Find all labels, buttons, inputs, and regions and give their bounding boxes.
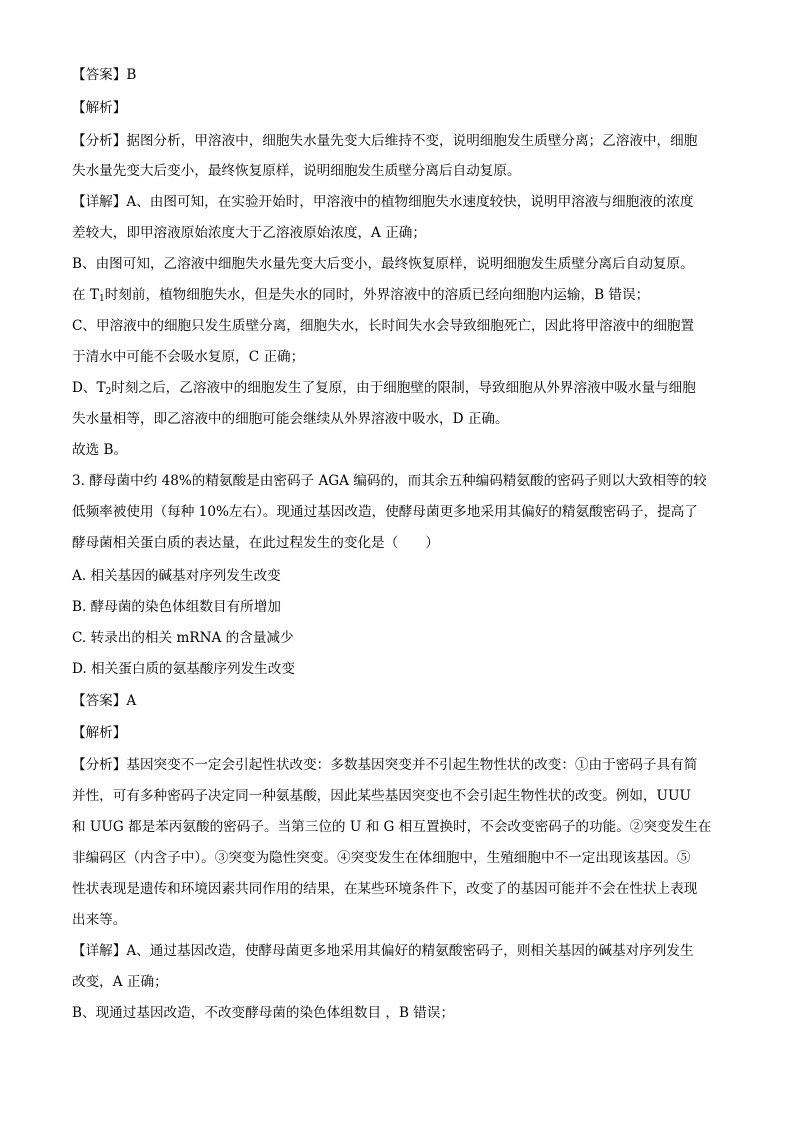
q2-option-b-line-1: B、由图可知，乙溶液中细胞失水量先变大后变小，最终恢复原样，说明细胞发生质壁分离后自动复原。: [72, 256, 694, 272]
q3-xiangjie-line-1: 【详解】A、通过基因改造，使酵母菌更多地采用其偏好的精氨酸密码子，则相关基因的碱基对序列发生: [72, 943, 694, 959]
q3-fenxi-line-5: 性状表现是遗传和环境因素共同作用的结果，在某些环境条件下，改变了的基因可能并不会在性状上表现: [72, 881, 698, 897]
q2-answer: 【答案】B: [72, 67, 137, 83]
q2-fenxi-line-2: 失水量先变大后变小，最终恢复原样，说明细胞发生质壁分离后自动复原。: [72, 163, 521, 179]
q2-option-d-line-2: 失水量相等，即乙溶液中的细胞可能会继续从外界溶液中吸水，D 正确。: [72, 411, 509, 427]
q2-xiangjie-line-1: 【详解】A、由图可知，在实验开始时，甲溶液中的植物细胞失水速度较快，说明甲溶液与细胞液的浓度: [72, 194, 694, 210]
q3-analysis-label: 【解析】: [72, 725, 127, 741]
q3-stem-line-2: 低频率被使用（每种 10%左右）。现通过基因改造，使酵母菌更多地采用其偏好的精氨酸密码子，提高了: [72, 504, 698, 520]
q2-option-d-line-1: D、$T_2$时刻之后，乙溶液中的细胞发生了复原，由于细胞壁的限制，导致细胞从外界溶液中吸水量与细胞: [72, 380, 696, 397]
q3-stem-line-1: 3. 酵母菌中约 48%的精氨酸是由密码子 AGA 编码的，而其余五种编码精氨酸的密码子则以大致相等的较: [72, 473, 707, 489]
q2-option-b-line-2: 在 $T_1$时刻前，植物细胞失水，但是失水的同时，外界溶液中的溶质已经向细胞内运输，B 错误；: [72, 287, 650, 304]
q3-option-b-explanation: B、现通过基因改造，不改变酵母菌的染色体组数目 ，B 错误；: [72, 1005, 455, 1021]
q3-answer: 【答案】A: [72, 693, 137, 709]
q2-fenxi-line-1: 【分析】据图分析，甲溶液中，细胞失水量先变大后维持不变，说明细胞发生质壁分离；乙溶液中，细胞: [72, 133, 698, 149]
q3-fenxi-line-4: 非编码区（内含子中）。③突变为隐性突变。④突变发生在体细胞中，生殖细胞中不一定出现该基因。⑤: [72, 850, 691, 866]
q3-stem-line-3: 酵母菌相关蛋白质的表达量，在此过程发生的变化是（ ）: [72, 535, 440, 551]
q3-option-a: A. 相关基因的碱基对序列发生改变: [72, 568, 281, 584]
q2-option-c-line-2: 于清水中可能不会吸水复原，C 正确；: [72, 349, 305, 365]
q3-fenxi-line-1: 【分析】基因突变不一定会引起性状改变：多数基因突变并不引起生物性状的改变：①由于密码子具有简: [72, 757, 698, 773]
q3-xiangjie-line-2: 改变，A 正确；: [72, 974, 168, 990]
q2-conclusion: 故选 B。: [72, 442, 128, 458]
q3-fenxi-line-3: 和 UUG 都是苯丙氨酸的密码子。当第三位的 U 和 G 相互置换时，不会改变密码子的功能。②突变发生在: [72, 819, 712, 835]
q2-analysis-label: 【解析】: [72, 100, 127, 116]
q3-option-c: C. 转录出的相关 mRNA 的含量减少: [72, 630, 294, 646]
q3-option-d: D. 相关蛋白质的氨基酸序列发生改变: [72, 661, 295, 677]
q3-option-b: B. 酵母菌的染色体组数目有所增加: [72, 599, 281, 615]
q3-fenxi-line-2: 并性，可有多种密码子决定同一种氨基酸，因此某些基因突变也不会引起生物性状的改变。例如，UUU: [72, 788, 691, 804]
q2-xiangjie-line-2: 差较大，即甲溶液原始浓度大于乙溶液原始浓度，A 正确；: [72, 225, 426, 241]
q3-fenxi-line-6: 出来等。: [72, 912, 127, 928]
q2-option-c-line-1: C、甲溶液中的细胞只发生质壁分离，细胞失水，长时间失水会导致细胞死亡，因此将甲溶液中的细胞置: [72, 318, 695, 334]
